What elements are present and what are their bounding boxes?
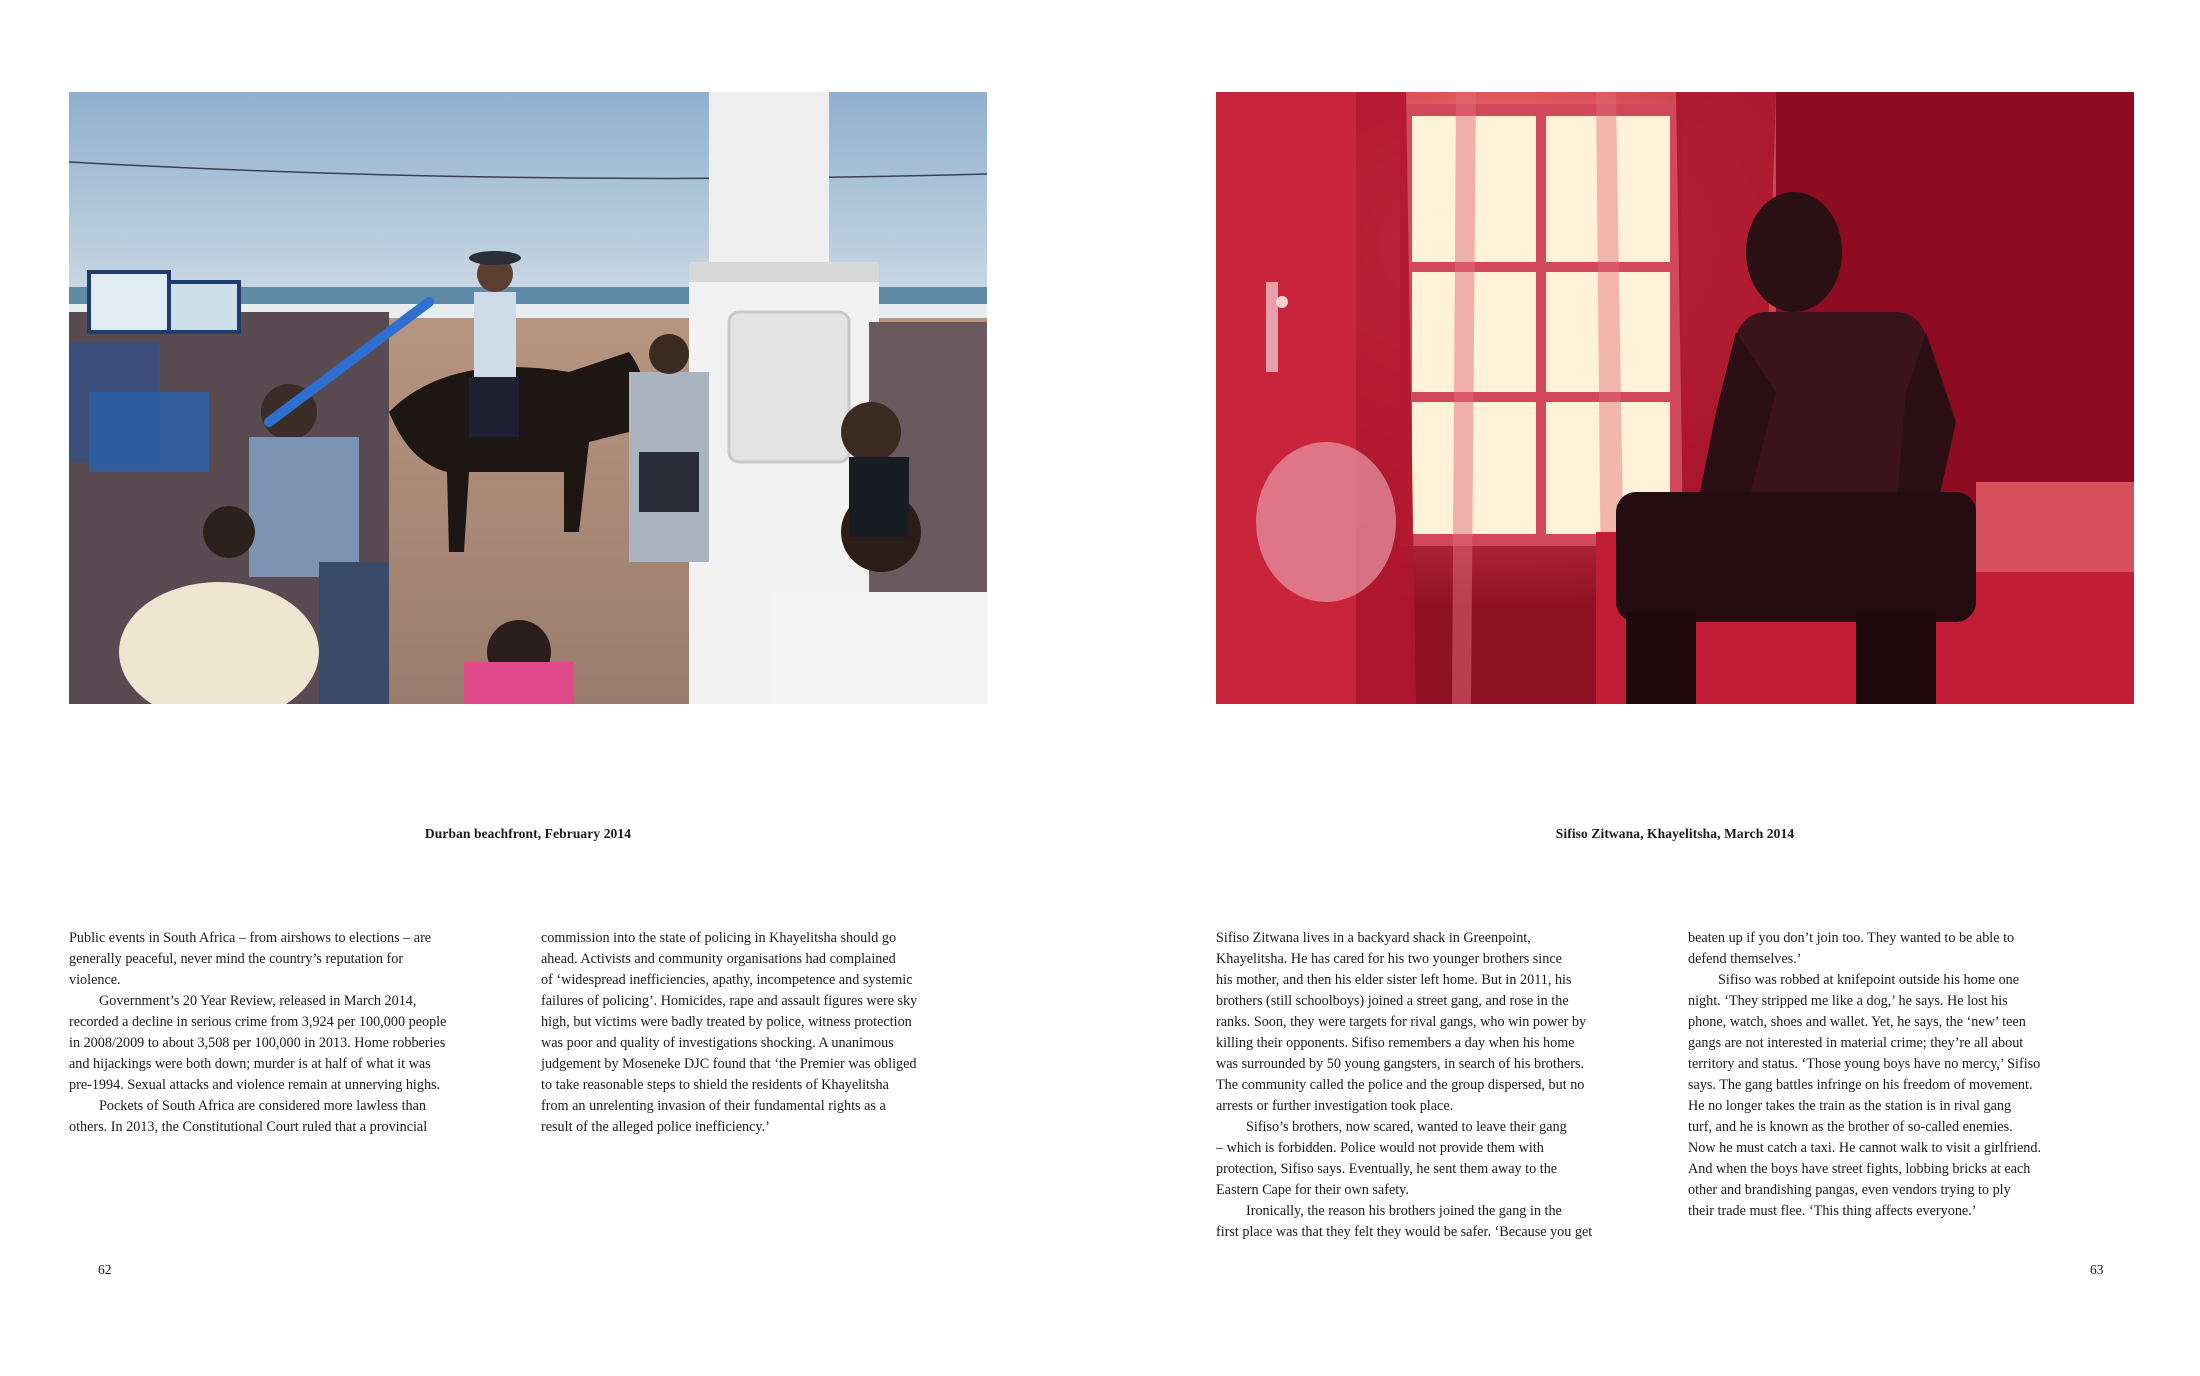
beachfront-photo-illustration — [69, 92, 987, 704]
text-line: high, but victims were badly treated by police, witness protection — [541, 1014, 912, 1030]
text-line: brothers (still schoolboys) joined a street gang, and rose in the — [1216, 993, 1569, 1009]
text-line: his mother, and then his elder sister left home. But in 2011, his — [1216, 972, 1572, 988]
text-line: turf, and he is known as the brother of so-called enemies. — [1688, 1119, 2013, 1135]
text-line: of ‘widespread inefficiencies, apathy, incompetence and systemic — [541, 972, 913, 988]
text-line: Sifiso was robbed at knifepoint outside his home one — [1718, 972, 2020, 988]
text-line: violence. — [69, 972, 121, 988]
text-line: Sifiso’s brothers, now scared, wanted to leave their gang — [1246, 1119, 1567, 1135]
text-line: other and brandishing pangas, even vendors trying to ply — [1688, 1182, 2011, 1198]
text-line: in 2008/2009 to about 3,508 per 100,000 in 2013. Home robberies — [69, 1035, 446, 1051]
text-line: result of the alleged police inefficiency.’ — [541, 1119, 770, 1135]
text-line: first place was that they felt they would be safer. ‘Because you get — [1216, 1224, 1593, 1240]
text-line: territory and status. ‘Those young boys have no mercy,’ Sifiso — [1688, 1056, 2041, 1072]
text-line: ahead. Activists and community organisations had complained — [541, 951, 896, 967]
text-line: Eastern Cape for their own safety. — [1216, 1182, 1409, 1198]
text-line: And when the boys have street fights, lobbing bricks at each — [1688, 1161, 2031, 1177]
text-line: – which is forbidden. Police would not provide them with — [1216, 1140, 1544, 1156]
photo-caption: Sifiso Zitwana, Khayelitsha, March 2014 — [1555, 826, 1795, 841]
text-line: commission into the state of policing in Khayelitsha should go — [541, 930, 897, 946]
text-line: Public events in South Africa – from airshows to elections – are — [69, 930, 432, 946]
text-line: killing their opponents. Sifiso remembers a day when his home — [1216, 1035, 1575, 1051]
text-line: night. ‘They stripped me like a dog,’ he says. He lost his — [1688, 993, 2008, 1009]
text-line: was surrounded by 50 young gangsters, in search of his brothers. — [1216, 1056, 1585, 1072]
text-line: their trade must flee. ‘This thing affects everyone.’ — [1688, 1203, 1977, 1219]
text-line: to take reasonable steps to shield the residents of Khayelitsha — [541, 1077, 889, 1093]
text-line: phone, watch, shoes and wallet. Yet, he says, the ‘new’ teen — [1688, 1014, 2026, 1030]
text-line: gangs are not interested in material crime; they’re all about — [1688, 1035, 2024, 1051]
page-number: 62 — [98, 1262, 112, 1277]
text-line: arrests or further investigation took place. — [1216, 1098, 1454, 1114]
text-column — [69, 928, 509, 1138]
text-line: says. The gang battles infringe on his freedom of movement. — [1688, 1077, 2033, 1093]
text-line: protection, Sifiso says. Eventually, he sent them away to the — [1216, 1161, 1558, 1177]
text-line: Now he must catch a taxi. He cannot walk to visit a girlfriend. — [1688, 1140, 2042, 1156]
text-column — [541, 928, 981, 1138]
text-line: and hijackings were both down; murder is at half of what it was — [69, 1056, 431, 1072]
text-line: ranks. Soon, they were targets for rival gangs, who win power by — [1216, 1014, 1587, 1030]
text-line: recorded a decline in serious crime from 3,924 per 100,000 people — [69, 1014, 447, 1030]
text-line: generally peaceful, never mind the country’s reputation for — [69, 951, 404, 967]
text-line: The community called the police and the group dispersed, but no — [1216, 1077, 1585, 1093]
text-line: Ironically, the reason his brothers joined the gang in the — [1246, 1203, 1562, 1219]
text-line: defend themselves.’ — [1688, 951, 1802, 967]
beachfront-photo — [69, 92, 987, 704]
text-line: Sifiso Zitwana lives in a backyard shack in Greenpoint, — [1216, 930, 1531, 946]
text-line: pre-1994. Sexual attacks and violence remain at unnerving highs. — [69, 1077, 441, 1093]
text-line: Pockets of South Africa are considered more lawless than — [99, 1098, 427, 1114]
text-line: He no longer takes the train as the station is in rival gang — [1688, 1098, 2012, 1114]
portrait-photo — [1216, 92, 2134, 704]
photo-caption: Durban beachfront, February 2014 — [424, 826, 632, 841]
text-line: others. In 2013, the Constitutional Court ruled that a provincial — [69, 1119, 428, 1135]
text-line: beaten up if you don’t join too. They wanted to be able to — [1688, 930, 2015, 946]
page-number: 63 — [2090, 1262, 2104, 1277]
right-page — [1100, 0, 2200, 1376]
text-column — [1216, 928, 1656, 1243]
text-line: was poor and quality of investigations shocking. A unanimous — [541, 1035, 894, 1051]
text-line: from an unrelenting invasion of their fundamental rights as a — [541, 1098, 886, 1114]
portrait-photo-illustration — [1216, 92, 2134, 704]
text-line: Government’s 20 Year Review, released in March 2014, — [99, 993, 417, 1009]
text-line: failures of policing’. Homicides, rape and assault figures were sky — [541, 993, 918, 1009]
text-column — [1688, 928, 2128, 1222]
text-line: Khayelitsha. He has cared for his two younger brothers since — [1216, 951, 1562, 967]
text-line: judgement by Moseneke DJC found that ‘the Premier was obliged — [541, 1056, 917, 1072]
